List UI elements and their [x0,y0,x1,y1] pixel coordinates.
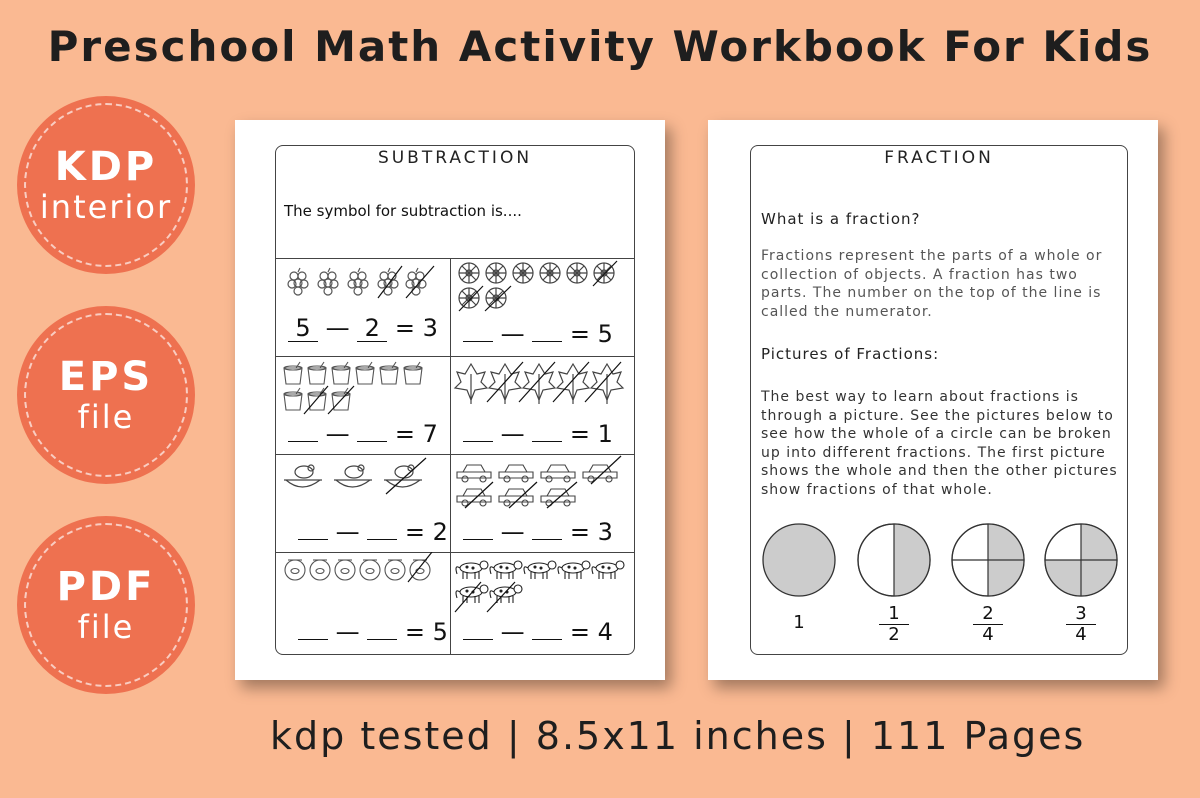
footer-specs: kdp tested | 8.5x11 inches | 111 Pages [270,714,1086,758]
answer-blank[interactable] [532,612,562,640]
numerator: 2 [973,604,1003,625]
badge-line1: PDF [56,564,156,610]
denominator: 2 [888,624,900,645]
problem-cups [276,356,450,454]
minus-sign: — [325,314,350,342]
badge-eps-file [17,306,195,484]
badge-line1: KDP [54,144,158,190]
answer-blank[interactable] [357,414,387,442]
equals-sign: = [394,314,416,342]
subtraction-intro: The symbol for subtraction is.... [284,202,522,220]
answer-blank[interactable] [298,612,328,640]
result-value: 5 [432,618,448,646]
badge-line2: file [77,398,135,436]
equals-sign: = [404,518,426,546]
equation [288,314,438,342]
equation [298,612,448,646]
answer-blank[interactable]: 2 [357,314,387,342]
minus-sign: — [500,618,525,646]
fraction-paragraph: The best way to learn about fractions is through a picture. See the pictures below to see how the whole of a circle can be broken up into different fractions. The first picture shows the whole and then the other pictures show fractions of that whole. [761,389,1118,498]
result-value: 5 [597,320,613,348]
problem-cars [451,454,636,552]
minus-sign: — [335,618,360,646]
equals-sign: = [569,618,591,646]
answer-blank[interactable] [532,414,562,442]
minus-sign: — [500,420,525,448]
equation [298,512,448,546]
equation [463,512,613,546]
fraction-circles [751,522,1129,602]
equals-sign: = [404,618,426,646]
numerator: 3 [1066,604,1096,625]
whole-circle [763,524,835,596]
result-value: 4 [597,618,613,646]
equation [463,612,613,646]
answer-blank[interactable] [288,414,318,442]
badge-kdp-interior [17,96,195,274]
fraction-title: FRACTION [884,148,994,168]
equation [463,414,613,448]
minus-sign: — [335,518,360,546]
answer-blank[interactable] [532,314,562,342]
equation [463,314,613,348]
answer-blank[interactable] [463,314,493,342]
badge-line2: file [77,608,135,646]
answer-blank[interactable] [367,512,397,540]
fraction-label [1066,604,1096,645]
subtraction-worksheet [275,145,635,655]
problem-fishbowls [276,552,450,656]
problem-leopards [451,552,636,656]
minus-sign: — [500,518,525,546]
result-value: 1 [597,420,613,448]
result-value: 2 [432,518,448,546]
answer-blank[interactable] [463,512,493,540]
badge-line1: EPS [58,354,154,400]
denominator: 4 [1075,624,1087,645]
shaded-fraction [894,524,930,596]
problem-leaves [451,356,636,454]
answer-blank[interactable] [463,414,493,442]
answer-blank[interactable] [298,512,328,540]
fraction-page-preview [708,120,1158,680]
page-title: Preschool Math Activity Workbook For Kids [47,22,1153,71]
problem-wheels [451,258,636,356]
equals-sign: = [569,320,591,348]
answer-blank[interactable] [463,612,493,640]
fraction-question: What is a fraction? [761,210,921,228]
equation [288,414,438,448]
numerator: 1 [879,604,909,625]
problem-grapes [276,258,450,356]
answer-blank[interactable] [367,612,397,640]
answer-blank[interactable]: 5 [288,314,318,342]
answer-blank[interactable] [532,512,562,540]
result-value: 3 [422,314,438,342]
fraction-label [973,604,1003,645]
problem-birds [276,454,450,552]
badge-pdf-file [17,516,195,694]
whole-label: 1 [793,612,805,633]
fraction-worksheet [750,145,1128,655]
equals-sign: = [394,420,416,448]
result-value: 7 [422,420,438,448]
equals-sign: = [569,518,591,546]
denominator: 4 [982,624,994,645]
fraction-label [879,604,909,645]
result-value: 3 [597,518,613,546]
badge-line2: interior [39,188,173,226]
subtraction-title: SUBTRACTION [377,148,533,168]
subtraction-page-preview [235,120,665,680]
minus-sign: — [325,420,350,448]
fractions-heading: Pictures of Fractions: [761,345,940,363]
minus-sign: — [500,320,525,348]
fraction-paragraph: Fractions represent the parts of a whole or collection of objects. A fraction has two parts. The number on the top of the line is called the numerator. [761,248,1103,320]
equals-sign: = [569,420,591,448]
